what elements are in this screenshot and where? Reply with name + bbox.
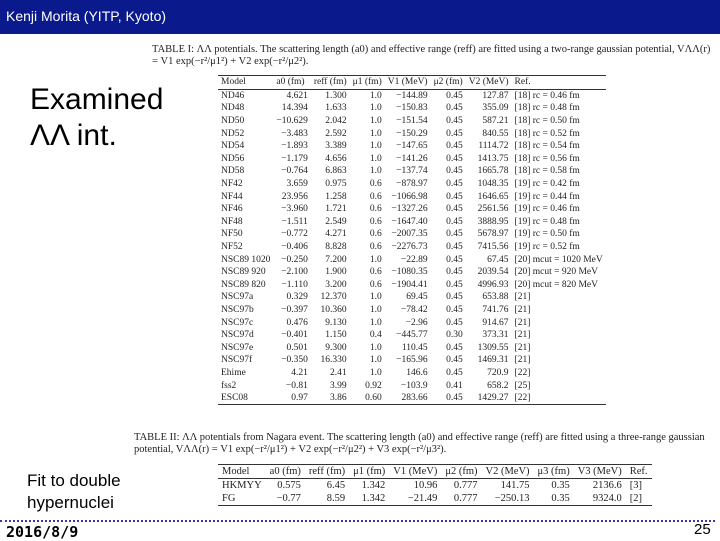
table-cell: 1.633 [325,103,347,114]
table-cell: 720.9 [487,367,509,378]
table-row [218,165,606,178]
table-cell: 1.721 [325,204,347,215]
table-cell: 1.342 [349,492,389,506]
table-cell: −1066.98 [391,191,428,202]
table-cell: 0.6 [369,216,382,227]
table-cell: 0.777 [441,492,481,506]
table-cell: NF50 [221,229,243,240]
table-cell: −151.54 [396,116,428,127]
table-cell: 0.575 [277,480,301,491]
table-cell: 1048.35 [477,179,509,190]
table-cell: 0.975 [325,179,347,190]
table-cell: 0.501 [286,342,308,353]
table-cell: 0.41 [446,380,463,391]
table-cell: 9.300 [325,342,347,353]
table-cell: 0.45 [446,128,463,139]
table-cell: −1080.35 [391,267,428,278]
table-cell: 0.45 [446,355,463,366]
table-row [218,316,606,329]
table-cell: 0.45 [431,392,466,405]
table-cell: 10.360 [320,304,347,315]
table-cell: fss2 [221,380,237,391]
table-cell: −1327.26 [391,204,428,215]
table-cell: −150.83 [396,103,428,114]
table-cell: 1.258 [325,191,347,202]
table-cell: 0.45 [446,267,463,278]
table-cell: [19] rc = 0.44 fm [514,191,580,202]
table2-caption: TABLE II: ΛΛ potentials from Nagara event. The scattering length (a0) and effective range (reff) are fitted using a three-range gaussian potential, VΛΛ(r) = V1 exp(−r²/μ1²) + V2 exp(−r²/μ2²) + V3 exp(−r²/μ3²). [134,432,705,455]
table-cell: −0.406 [281,242,308,253]
table-row [218,279,606,292]
column-header: a0 (fm) [273,76,310,90]
table-row [218,341,606,354]
table-cell: 146.6 [406,367,428,378]
table-cell: ND58 [221,166,245,177]
table-cell: [18] rc = 0.46 fm [514,90,580,101]
table-row [218,178,606,191]
table-cell: 0.97 [273,392,310,405]
table-cell: 0.45 [446,342,463,353]
table-cell: NF52 [221,242,243,253]
table-cell: HKMYY [222,480,262,491]
fit-note-line-1: Fit to double [27,471,121,490]
table-cell: 7.200 [325,254,347,265]
column-header: Model [218,76,273,90]
table-cell: 1429.27 [466,392,512,405]
table-row [218,190,606,203]
table-cell: [18] rc = 0.58 fm [514,166,580,177]
table-cell: NSC97d [221,330,254,341]
table-cell: 1.0 [369,254,382,265]
header-bar [0,0,720,34]
table-cell: 0.6 [369,279,382,290]
column-header: μ2 (fm) [431,76,466,90]
table-cell: 6.863 [325,166,347,177]
column-header: Model [218,465,266,479]
table-cell: 0.45 [446,254,463,265]
fit-note-line-2: hypernuclei [27,493,114,512]
heading-line-2: ΛΛ int. [30,119,117,152]
table-cell: 3888.95 [477,216,509,227]
table-cell: 0.4 [369,330,382,341]
table2 [218,464,652,506]
table-row [218,241,606,254]
table-cell: Ehime [221,367,246,378]
table-cell: 0.6 [369,229,382,240]
table-row [218,291,606,304]
table-cell: −165.96 [396,355,428,366]
table-cell: NSC97f [221,355,253,366]
table-cell: 840.55 [482,128,509,139]
table-cell: [21] [514,330,531,341]
table-cell: −103.9 [400,380,428,391]
presenter-title: Kenji Morita (YITP, Kyoto) [6,8,167,24]
table-cell: 4.21 [291,367,308,378]
table-cell: 1.0 [369,116,382,127]
table-row [218,216,606,229]
table-cell: −22.89 [400,254,428,265]
table-cell: 3.200 [325,279,347,290]
column-header: a0 (fm) [266,465,305,479]
table-cell: 0.45 [446,103,463,114]
table-cell: 1.0 [369,141,382,152]
table-cell: 69.45 [406,292,428,303]
table-cell: 7415.56 [477,242,509,253]
table-cell: 0.6 [369,242,382,253]
table-cell: −150.29 [396,128,428,139]
table-cell: 0.6 [369,179,382,190]
column-header: μ2 (fm) [441,465,481,479]
table-cell: 0.6 [369,204,382,215]
table-cell: 0.45 [446,153,463,164]
table-cell: NF42 [221,179,243,190]
table-cell: 1.0 [369,166,382,177]
table-cell: 1.0 [369,317,382,328]
table-cell: 0.30 [446,330,463,341]
table-cell: 10.96 [413,480,438,491]
table-cell: 14.394 [281,103,308,114]
table-cell: 9324.0 [574,492,626,506]
table-cell: 3.99 [330,380,347,391]
table-cell: 0.329 [286,292,308,303]
footer-divider [0,520,715,522]
table-cell: [19] rc = 0.42 fm [514,179,580,190]
table-cell: 0.45 [446,292,463,303]
table-cell: −137.74 [396,166,428,177]
table-cell: 1.150 [325,330,347,341]
table-cell: [21] [514,317,531,328]
table-cell: [25] [514,380,531,391]
table-cell: 1.0 [369,367,382,378]
table-cell: −2.96 [405,317,428,328]
table-cell: −2276.73 [391,242,428,253]
table-cell: NF48 [221,216,243,227]
table-cell: 1.0 [369,153,382,164]
table-row [218,253,606,266]
table-cell: [21] [514,304,531,315]
table-cell: 0.45 [446,191,463,202]
table-row [218,492,652,506]
slide-heading [30,82,163,154]
column-header: Ref. [626,465,652,479]
column-header: Ref. [512,76,606,90]
table-cell: 2.549 [325,216,347,227]
table-cell: 283.66 [385,392,431,405]
table-cell: −0.772 [281,229,308,240]
table-row [218,115,606,128]
table-cell: −2007.35 [391,229,428,240]
table-cell: −0.250 [281,254,308,265]
table-cell: −250.13 [482,492,534,506]
column-header: V2 (MeV) [482,465,534,479]
table-cell: [3] [629,480,642,491]
table-cell: NSC89 820 [221,279,266,290]
table-cell: [2] [626,492,652,506]
table-cell: 2039.54 [477,267,509,278]
table-cell: −78.42 [400,304,428,315]
table-cell: ND50 [221,116,245,127]
table-cell: NSC97c [221,317,254,328]
table-cell: 1.0 [369,103,382,114]
table-cell: [21] [514,292,531,303]
column-header: V3 (MeV) [574,465,626,479]
table-cell: 1.0 [369,355,382,366]
table-cell: 0.60 [350,392,385,405]
column-header: V1 (MeV) [385,76,431,90]
table-cell: −3.483 [281,128,308,139]
table-cell: ND54 [221,141,245,152]
table-cell: 2561.56 [477,204,509,215]
table-cell: FG [218,492,266,506]
table-cell: 6.45 [326,480,346,491]
table1-caption: TABLE I: ΛΛ potentials. The scattering length (a0) and effective range (reff) are fitted using a two-range gaussian potential, VΛΛ(r) = V1 exp(−r²/μ1²) + V2 exp(−r²/μ2²). [152,44,711,67]
table-cell: −1.179 [281,153,308,164]
table-cell: [19] rc = 0.52 fm [514,242,580,253]
table-cell: NSC89 920 [221,267,266,278]
table-cell: 4996.93 [477,279,509,290]
table-cell: −3.960 [281,204,308,215]
table-row [218,392,606,405]
table-cell: 1.300 [325,90,347,101]
table-cell: 3.389 [325,141,347,152]
table-cell: ESC08 [218,392,273,405]
table-cell: 1.0 [369,128,382,139]
table-cell: 8.828 [325,242,347,253]
table-cell: 1665.78 [477,166,509,177]
table-cell: [21] [514,342,531,353]
table-cell: [20] mcut = 820 MeV [514,279,599,290]
table-cell: 658.2 [487,380,509,391]
table-cell: 141.75 [500,480,530,491]
table-cell: 1.0 [369,90,382,101]
table-cell: 0.45 [446,166,463,177]
table-cell: 0.92 [365,380,382,391]
table-row [218,153,606,166]
table-cell: 16.330 [320,355,347,366]
table-row [218,304,606,317]
table-cell: 3.659 [286,179,308,190]
table-cell: 110.45 [401,342,428,353]
table-cell: −1904.41 [391,279,428,290]
table-row [218,379,606,392]
table-cell: 0.45 [446,216,463,227]
table-cell: 1.0 [369,304,382,315]
table-cell: 0.45 [446,317,463,328]
table-cell: −0.397 [281,304,308,315]
table-row [218,367,606,380]
table-cell: 0.45 [446,242,463,253]
table-cell: [20] mcut = 920 MeV [514,267,599,278]
table-cell: 0.45 [446,367,463,378]
table-cell: [18] rc = 0.48 fm [514,103,580,114]
table-cell: −0.350 [281,355,308,366]
table-cell: 8.59 [305,492,349,506]
table-cell: 4.271 [325,229,347,240]
table-cell: 0.45 [446,304,463,315]
table1 [218,75,606,405]
table-cell: 4.656 [325,153,347,164]
table-cell: −1.511 [281,216,308,227]
table-cell: 1413.75 [477,153,509,164]
table-cell: 914.67 [482,317,509,328]
table-cell: 127.87 [482,90,509,101]
table-cell: 373.31 [482,330,509,341]
table-cell: 67.45 [487,254,509,265]
table-cell: NSC89 1020 [221,254,271,265]
table-cell: −2.100 [281,267,308,278]
table-cell: −144.89 [396,90,428,101]
fit-note [27,470,121,514]
table-cell: 0.35 [551,480,570,491]
table-cell: ND46 [221,90,245,101]
table-cell: −147.65 [396,141,428,152]
table-cell: [19] rc = 0.46 fm [514,204,580,215]
table-cell: [18] rc = 0.54 fm [514,141,580,152]
table-cell: −1647.40 [391,216,428,227]
column-header: μ3 (fm) [534,465,574,479]
table-cell: 0.45 [446,229,463,240]
page-number: 25 [694,521,711,538]
table-row [218,479,652,493]
table-cell: 0.6 [369,267,382,278]
table-cell: ND52 [221,128,245,139]
heading-line-1: Examined [30,83,164,116]
table-cell: [19] rc = 0.50 fm [514,229,580,240]
table-cell: NF46 [221,204,243,215]
table-cell: −0.764 [281,166,308,177]
table-row [218,140,606,153]
table-cell: −141.26 [396,153,428,164]
table-cell: 0.45 [446,179,463,190]
table-cell: [21] [514,355,531,366]
table-cell: 2136.6 [592,480,622,491]
table-cell: 4.621 [286,90,308,101]
table-cell: −21.49 [389,492,441,506]
table-cell: [22] [512,392,606,405]
table-cell: [22] [514,367,531,378]
table-cell: 1.900 [325,267,347,278]
table-cell: 12.370 [320,292,347,303]
table-cell: −0.401 [281,330,308,341]
table-cell: [20] mcut = 1020 MeV [514,254,603,265]
footer-date: 2016/8/9 [6,523,79,541]
table-cell: 1.0 [369,342,382,353]
table-cell: ND56 [221,153,245,164]
table-cell: [18] rc = 0.50 fm [514,116,580,127]
table-cell: 0.45 [446,116,463,127]
table-cell: 0.45 [446,141,463,152]
table-cell: −0.81 [285,380,308,391]
table-cell: −10.629 [276,116,308,127]
column-header: μ1 (fm) [349,465,389,479]
table-cell: 9.130 [325,317,347,328]
table-row [218,266,606,279]
table-cell: 0.45 [446,279,463,290]
column-header: V2 (MeV) [466,76,512,90]
table-cell: NSC97b [221,304,254,315]
table-cell: 653.88 [482,292,509,303]
table-cell: 2.41 [330,367,347,378]
table-cell: [18] rc = 0.52 fm [514,128,580,139]
table-cell: −878.97 [396,179,428,190]
table-cell: NF44 [221,191,243,202]
table-cell: 0.476 [286,317,308,328]
table-cell: −445.77 [396,330,428,341]
column-header: μ1 (fm) [350,76,385,90]
table-cell: 0.777 [453,480,478,491]
table-row [218,228,606,241]
table-cell: 23.956 [281,191,308,202]
table-cell: ND48 [221,103,245,114]
table-cell: 0.45 [446,90,463,101]
table-cell: 3.86 [311,392,350,405]
table-row [218,354,606,367]
table-cell: −1.110 [281,279,308,290]
table-cell: 1469.31 [477,355,509,366]
table-row [218,203,606,216]
table-cell: NSC97e [221,342,254,353]
table-cell: 2.042 [325,116,347,127]
table-cell: 1.342 [361,480,386,491]
table-cell: NSC97a [221,292,254,303]
table-row [218,89,606,102]
table-cell: 355.09 [482,103,509,114]
table-cell: −1.893 [281,141,308,152]
table-cell: 0.6 [369,191,382,202]
table-cell: 2.592 [325,128,347,139]
table-cell: 1646.65 [477,191,509,202]
table-row [218,329,606,342]
table-cell: 1114.72 [478,141,509,152]
table-cell: 0.45 [446,204,463,215]
table-row [218,102,606,115]
table-cell: 1309.55 [477,342,509,353]
table-cell: [19] rc = 0.48 fm [514,216,580,227]
column-header: V1 (MeV) [389,465,441,479]
table-cell: 587.21 [482,116,509,127]
table-cell: [18] rc = 0.56 fm [514,153,580,164]
table-cell: 741.76 [482,304,509,315]
column-header: reff (fm) [305,465,349,479]
table-row [218,127,606,140]
table-cell: 5678.97 [477,229,509,240]
table-cell: 1.0 [369,292,382,303]
table-cell: 0.35 [534,492,574,506]
column-header: reff (fm) [311,76,350,90]
table-cell: −0.77 [266,492,305,506]
